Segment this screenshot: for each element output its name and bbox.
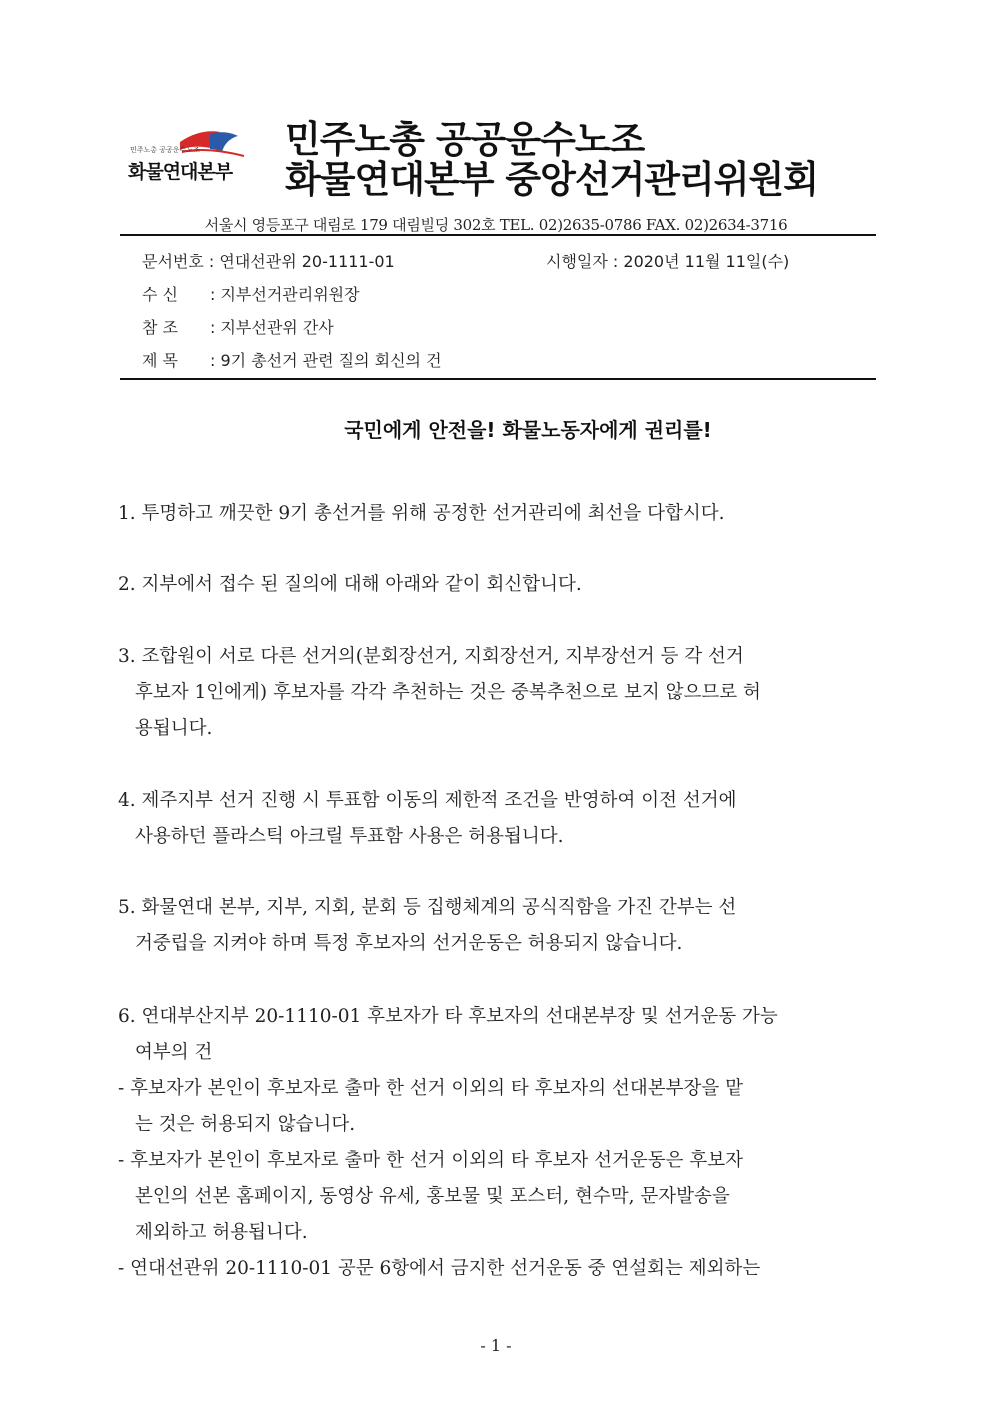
address-line: 서울시 영등포구 대림로 179 대림빌딩 302호 TEL. 02)2635-0786 FAX. 02)2634-3716 [204,216,788,234]
body-line: 4. 제주지부 선거 진행 시 투표함 이동의 제한적 조건을 반영하여 이전 선거에 [118,790,737,811]
body-line: - 후보자가 본인이 후보자로 출마 한 선거 이외의 타 후보자의 선대본부장을 맡 [118,1078,743,1099]
slogan-heading: 국민에게 안전을! 화물노동자에게 권리를! [344,418,712,442]
recipient-value: : 지부선거관리위원장 [210,285,360,304]
reference-label: 참 조 [142,318,178,337]
page-number: - 1 - [480,1336,512,1355]
title-line-2: 화물연대본부 중앙선거관리위원회 [285,158,819,201]
title-line-1: 민주노총 공공운수노조 [285,118,645,161]
body-line: 제외하고 허용됩니다. [135,1222,308,1243]
subject-label: 제 목 [142,351,178,370]
body-line: 5. 화물연대 본부, 지부, 지회, 분회 등 집행체계의 공식직함을 가진 간부는 선 [118,897,737,918]
issue-date: 시행일자 : 2020년 11월 11일(수) [546,252,790,271]
body-line: 본인의 선본 홈페이지, 동영상 유세, 홍보물 및 포스터, 현수막, 문자발송을 [135,1186,730,1207]
subject-value: : 9기 총선거 관련 질의 회신의 건 [210,351,442,370]
body-line: 여부의 건 [135,1042,213,1063]
body-line: - 후보자가 본인이 후보자로 출마 한 선거 이외의 타 후보자 선거운동은 후보자 [118,1150,743,1171]
reference-value: : 지부선관위 간사 [210,318,334,337]
body-line: 3. 조합원이 서로 다른 선거의(분회장선거, 지회장선거, 지부장선거 등 각 선거 [118,646,744,667]
logo [120,122,260,190]
meta-rule [120,378,876,380]
body-line: 는 것은 허용되지 않습니다. [135,1114,356,1135]
body-line: 2. 지부에서 접수 된 질의에 대해 아래와 같이 회신합니다. [118,574,582,595]
body-line: 6. 연대부산지부 20-1110-01 후보자가 타 후보자의 선대본부장 및 선거운동 가능 [118,1006,778,1027]
body-line: - 연대선관위 20-1110-01 공문 6항에서 금지한 선거운동 중 연설회는 제외하는 [118,1258,761,1279]
doc-number: 문서번호 : 연대선관위 20-1111-01 [142,252,395,271]
body-line: 1. 투명하고 깨끗한 9기 총선거를 위해 공정한 선거관리에 최선을 다합시다. [118,503,725,524]
body-line: 거중립을 지켜야 하며 특정 후보자의 선거운동은 허용되지 않습니다. [135,933,683,954]
logo-org-name: 화물연대본부 [128,161,233,183]
recipient-label: 수 신 [142,285,178,304]
logo-small-text: 민주노총 공공운수노조 [130,146,200,154]
body-line: 후보자 1인에게) 후보자를 각각 추천하는 것은 중복추천으로 보지 않으므로 허 [135,682,761,703]
header-rule [120,234,876,236]
body-line: 용됩니다. [135,718,213,739]
logo-flag-icon [120,122,260,162]
body-line: 사용하던 플라스틱 아크릴 투표함 사용은 허용됩니다. [135,826,564,847]
